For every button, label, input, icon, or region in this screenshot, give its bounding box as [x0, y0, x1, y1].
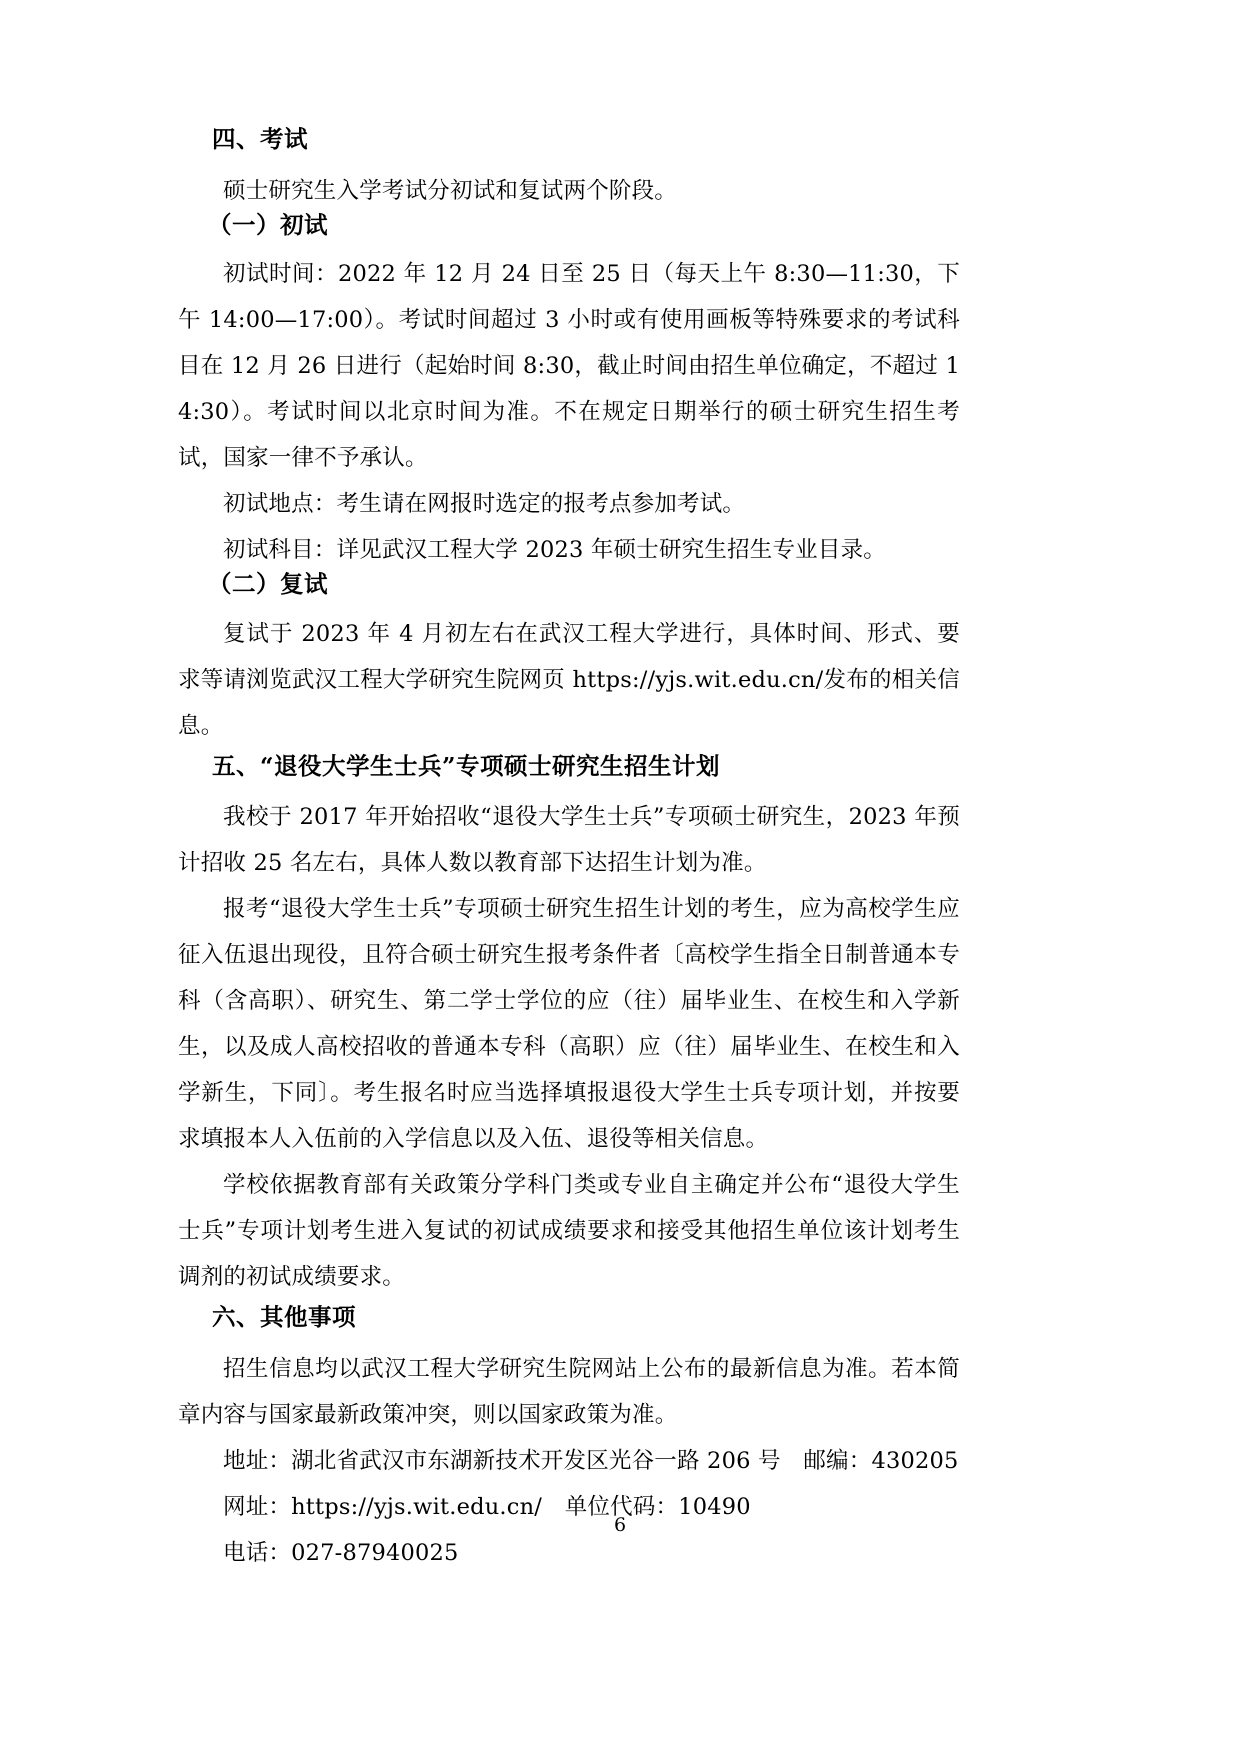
contact-phone: 电话：027-87940025	[223, 1539, 459, 1566]
page-number: 6	[613, 1514, 627, 1536]
paragraph-section-four-intro: 硕士研究生入学考试分初试和复试两个阶段。	[223, 177, 678, 204]
heading-section-six: 六、其他事项	[212, 1303, 356, 1331]
page-content	[178, 125, 960, 1576]
heading-subsection-first-exam: （一）初试	[208, 210, 328, 239]
paragraph-veteran-plan-score-requirements: 学校依据教育部有关政策分学科门类或专业自主确定并公布“退役大学生士兵”专项计划考生进入复试的初试成绩要求和接受其他招生单位该计划考生调剂的初试成绩要求。	[178, 1172, 960, 1290]
paragraph-veteran-plan-eligibility: 报考“退役大学生士兵”专项硕士研究生招生计划的考生，应为高校学生应征入伍退出现役，且符合硕士研究生报考条件者〔高校学生指全日制普通本专科（含高职）、研究生、第二学士学位的应（往）届毕业生、在校生和入学新生，以及成人高校招收的普通本专科（高职）应（往）届毕业生、在校生和入学新生，下同〕。考生报名时应当选择填报退役大学生士兵专项计划，并按要求填报本人入伍前的入学信息以及入伍、退役等相关信息。	[178, 896, 960, 1152]
paragraph-first-exam-subjects: 初试科目：详见武汉工程大学 2023 年硕士研究生招生专业目录。	[223, 537, 886, 563]
paragraph-veteran-plan-quota: 我校于 2017 年开始招收“退役大学生士兵”专项硕士研究生，2023 年预计招收 25 名左右，具体人数以教育部下达招生计划为准。	[178, 804, 960, 876]
heading-subsection-second-exam: （二）复试	[208, 570, 328, 598]
paragraph-other-matters: 招生信息均以武汉工程大学研究生院网站上公布的最新信息为准。若本简章内容与国家最新政策冲突，则以国家政策为准。	[178, 1355, 960, 1428]
paragraph-second-exam-details: 复试于 2023 年 4 月初左右在武汉工程大学进行，具体时间、形式、要求等请浏览武汉工程大学研究生院网页 https://yjs.wit.edu.cn/发布的相关信息。	[178, 620, 960, 739]
paragraph-first-exam-time: 初试时间：2022 年 12 月 24 日至 25 日（每天上午 8:30—11:30，下午 14:00—17:00）。考试时间超过 3 小时或有使用画板等特殊要求的考试科目在 12 月 26 日进行（起始时间 8:30，截止时间由招生单位确定，不超过 14:30）。考试时间以北京时间为准。不在规定日期举行的硕士研究生招生考试，国家一律不予承认。	[178, 261, 960, 471]
contact-website: 网址：https://yjs.wit.edu.cn/ 单位代码：10490	[223, 1493, 751, 1520]
heading-section-five: 五、“退役大学生士兵”专项硕士研究生招生计划	[212, 751, 721, 780]
paragraph-first-exam-location: 初试地点：考生请在网报时选定的报考点参加考试。	[223, 491, 746, 517]
contact-address: 地址：湖北省武汉市东湖新技术开发区光谷一路 206 号 邮编：430205	[223, 1447, 959, 1474]
heading-section-four: 四、考试	[212, 125, 308, 153]
